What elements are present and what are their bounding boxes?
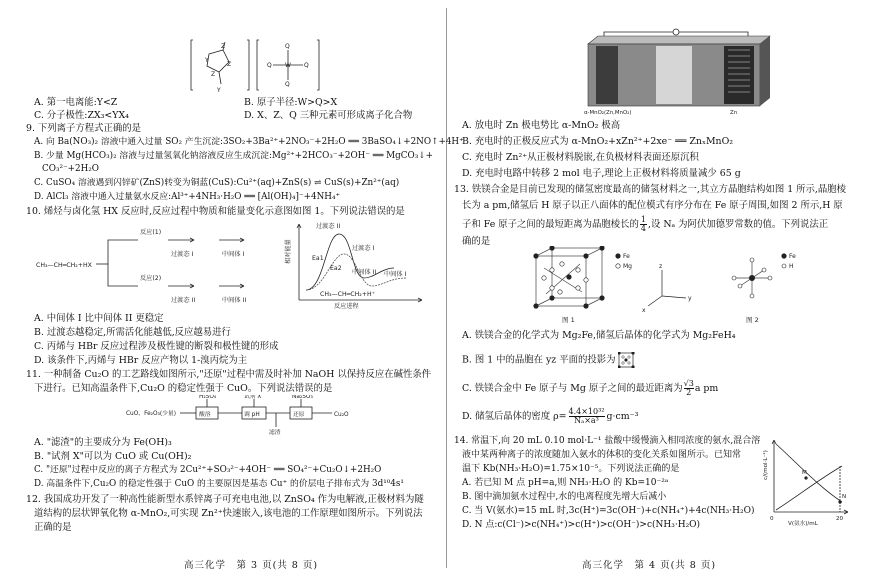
q13-fig1-label: 图 1	[562, 316, 575, 324]
q13-option-d	[462, 408, 638, 425]
q11-step-acid: 酸溶	[199, 412, 211, 418]
q12-stem-line2: 道结构的层状钾氧化物 α-MnO₂,可实现 Zn²⁺快速嵌入,该电池的工作原理如图所示。下列说法	[34, 508, 423, 519]
q8-option-b: B. 原子半径:W>Q>X	[244, 97, 338, 108]
q10-ts1-label: 过渡态 I	[171, 251, 194, 258]
q11-flowchart	[126, 395, 366, 435]
q13-option-c-unit: a pm	[694, 383, 719, 394]
q8-option-a: A. 第一电离能:Y<Z	[34, 97, 118, 108]
q11-option-c: C. "还原"过程中反应的离子方程式为 2Cu²⁺+SO₃²⁻+4OH⁻ ══ SO₄²⁻+Cu₂O↓+2H₂O	[34, 465, 382, 475]
q14-stem-line1: 14. 常温下,向 20 mL 0.10 mol·L⁻¹ 盐酸中缓慢滴入相同浓度的氨水,混合溶	[454, 436, 761, 446]
q13-projection-icon	[618, 352, 644, 368]
q13-option-c-frac	[684, 380, 694, 397]
q9-option-b-line2: CO₃²⁻+2H₂O	[42, 164, 100, 174]
q13-option-d-text: D. 储氢后晶体的密度 ρ=	[462, 411, 567, 422]
svg-text:Z: Z	[227, 61, 232, 68]
page3-footer: 高三化学 第 3 页(共 8 页)	[184, 560, 319, 572]
q10-reactant: CH₃—CH═CH₂+HX	[36, 262, 92, 269]
q10-base-species: CH₃—CH═CH₂+H⁺	[320, 291, 375, 298]
q11-stem-line2: 下进行。已知高温条件下,Cu₂O 的稳定性强于 CuO。下列说法错误的是	[34, 383, 333, 394]
q13-option-c	[462, 380, 718, 397]
q14-option-a: A. 若已知 M 点 pH=a,则 NH₃·H₂O 的 Kb=10⁻²ᵃ	[462, 478, 669, 488]
q13-stem-line1: 13. 铁镁合金是目前已发现的储氢密度最高的储氢材料之一,其立方晶胞结构如图 1 所示,晶胞棱	[454, 184, 847, 195]
q10-option-d: D. 该条件下,丙烯与 HBr 反应产物以 1-溴丙烷为主	[34, 355, 248, 366]
q10-ea1: Ea1	[312, 255, 324, 262]
q13-fraction	[640, 216, 647, 233]
q13-legend-fe: Fe	[623, 253, 630, 260]
q13-legend-h: H	[789, 263, 794, 270]
q11-acid: H₂SO₄	[199, 395, 217, 400]
svg-text:Q: Q	[285, 81, 290, 88]
q13-fraction-den: 4	[640, 224, 646, 233]
q12-stem-line3: 正确的是	[34, 522, 72, 533]
q9-option-b-line1: B. 少量 Mg(HCO₃)₂ 溶液与过量氢氧化钠溶液反应生成沉淀:Mg²⁺+2HCO₃⁻+2OH⁻ ══ MgCO₃↓+	[34, 151, 434, 161]
q12-battery-figure	[584, 26, 774, 116]
q14-x20: 20	[836, 516, 844, 522]
q10-reaction2-label: 反应(2)	[140, 275, 162, 282]
q9-option-d: D. AlCl₃ 溶液中通入过量氨水反应:Al³⁺+4NH₃·H₂O ══ [Al(OH)₄]⁻+4NH₄⁺	[34, 192, 341, 202]
q10-ts2-energy: 过渡态 II	[316, 223, 341, 230]
q12-stem-line1: 12. 我国成功开发了一种高性能新型水系锌离子可充电电池,以 ZnSO₄ 作为电解液,正极材料为隧	[26, 494, 424, 505]
q10-ea2: Ea2	[330, 265, 342, 272]
q10-mid2-label: 中间体 II	[222, 297, 247, 304]
q13-crystal-figure	[522, 246, 822, 326]
q13-axis-z: z	[659, 263, 663, 270]
q10-reaction1-label: 反应(1)	[140, 229, 162, 236]
q8-structure-figure	[189, 36, 329, 96]
q12-option-b: B. 充电时的正极反应式为 α-MnO₂+xZn²⁺+2xe⁻ ══ ZnₓMnO₂	[462, 136, 734, 147]
left-column	[26, 0, 464, 578]
q13-option-b-text: B. 图 1 中的晶胞在 yz 平面的投影为	[462, 354, 616, 366]
svg-text:Y: Y	[217, 87, 221, 94]
q10-mid1-energy: 中间体 I	[384, 271, 407, 278]
svg-text:Q: Q	[267, 62, 272, 69]
q13-stem-line3	[462, 216, 828, 233]
q14-option-d: D. N 点:c(Cl⁻)>c(NH₄⁺)>c(H⁺)>c(OH⁻)>c(NH₃·H₂O)	[462, 520, 701, 530]
right-column	[454, 0, 854, 578]
q13-stem-line3-a: 子和 Fe 原子之间的最短距离为晶胞棱长的	[462, 219, 639, 230]
q13-stem-line3-b: ,设 Nₐ 为阿伏加德罗常数的值。下列说法正	[647, 219, 829, 230]
column-divider	[446, 8, 447, 568]
q13-axis-x: x	[642, 307, 646, 314]
svg-text:Q: Q	[285, 43, 290, 50]
q11-option-a: A. "滤渣"的主要成分为 Fe(OH)₃	[34, 437, 172, 448]
q14-option-b: B. 图中滴加氨水过程中,水的电离程度先增大后减小	[462, 492, 667, 502]
svg-text:Y: Y	[205, 57, 209, 64]
q10-mid1-label: 中间体 I	[222, 251, 245, 258]
q8-option-c: C. 分子极性:ZX₃<YX₄	[34, 110, 129, 121]
q11-stem-line1: 11. 一种制备 Cu₂O 的工艺路线如图所示,"还原"过程中需及时补加 NaOH 以保持反应在碱性条件	[26, 369, 432, 380]
q10-option-a: A. 中间体 I 比中间体 II 更稳定	[34, 313, 164, 324]
q10-mid2-energy: 中间体 II	[352, 269, 377, 276]
q13-option-a: A. 铁镁合金的化学式为 Mg₂Fe,储氢后晶体的化学式为 Mg₂FeH₄	[462, 330, 736, 341]
q13-option-c-num: √3	[683, 379, 694, 388]
q11-residue: 滤渣	[269, 430, 281, 435]
q14-x0: 0	[770, 516, 774, 522]
q13-option-d-frac	[569, 408, 605, 425]
svg-text:Q: Q	[304, 62, 309, 69]
q14-graph	[758, 436, 854, 526]
q13-option-d-num: 4.4×10³²	[568, 407, 605, 416]
q12-anode-label: Zn	[730, 110, 738, 116]
page4-footer: 高三化学 第 4 页(共 8 页)	[582, 560, 717, 572]
q11-option-d: D. 高温条件下,Cu₂O 的稳定性强于 CuO 的主要原因是基态 Cu⁺ 的价层电子排布式为 3d¹⁰4s¹	[34, 479, 404, 489]
q12-cathode-label: α-MnO₂(Zn,MnO₂)	[584, 110, 632, 116]
q8-option-d: D. X、Z、Q 三种元素可形成离子化合物	[244, 110, 413, 121]
q11-reagent: 试剂 X	[244, 395, 262, 400]
q13-fig2-label: 图 2	[746, 316, 759, 324]
q10-energy-axis: 相对能量	[285, 239, 292, 264]
q11-na2so3: Na₂SO₃	[292, 395, 313, 400]
q12-option-a: A. 放电时 Zn 极电势比 α-MnO₂ 极高	[462, 120, 621, 131]
q12-option-d: D. 充电时电路中转移 2 mol 电子,理论上正极材料将质量减少 65 g	[462, 168, 741, 179]
q13-stem-line4: 确的是	[462, 236, 491, 247]
q13-option-d-unit: g·cm⁻³	[606, 411, 639, 422]
q10-reaction-figure	[34, 220, 426, 310]
q13-option-c-den: 2	[686, 388, 692, 397]
svg-text:W: W	[285, 62, 291, 69]
q11-option-b: B. "试剂 X"可以为 CuO 或 Cu(OH)₂	[34, 451, 192, 462]
q10-option-c: C. 丙烯与 HBr 反应过程涉及极性键的断裂和极性键的形成	[34, 341, 279, 352]
q14-stem-line3: 温下 Kb(NH₃·H₂O)=1.75×10⁻⁵。下列说法正确的是	[462, 464, 680, 474]
q14-point-m: M	[802, 470, 807, 476]
q10-stem: 10. 烯烃与卤化氢 HX 反应时,反应过程中物质和能量变化示意图如图 1。下列说法错误的是	[26, 206, 405, 217]
q14-stem-line2: 液中某两种离子的浓度随加入氨水的体积的变化关系如图所示。已知常	[462, 450, 742, 460]
q13-option-c-text: C. 铁镁合金中 Fe 原子与 Mg 原子之间的最近距离为	[462, 383, 683, 394]
q13-option-d-den: Nₐ×a³	[574, 416, 599, 425]
q14-option-c: C. 当 V(氨水)=15 mL 时,3c(H⁺)=3c(OH⁻)+c(NH₄⁺)+4c(NH₃·H₂O)	[462, 506, 755, 516]
q11-feed: CuO、Fe₂O₃(少量)	[126, 411, 176, 417]
q9-option-a: A. 向 Ba(NO₃)₂ 溶液中通入过量 SO₂ 产生沉淀:3SO₂+3Ba²⁺+2NO₃⁻+2H₂O ══ 3BaSO₄↓+2NO↑+4H⁺	[34, 137, 464, 147]
q12-option-c: C. 充电时 Zn²⁺从正极材料脱嵌,在负极材料表面还原沉积	[462, 152, 699, 163]
q13-legend-fe2: Fe	[789, 253, 796, 260]
q14-ylabel: c/(mol·L⁻¹)	[763, 450, 769, 480]
q10-option-b: B. 过渡态越稳定,所需活化能越低,反应越易进行	[34, 327, 231, 338]
q13-fraction-num: 1	[640, 215, 646, 224]
q14-point-n: N	[842, 494, 847, 500]
svg-text:Z: Z	[221, 43, 226, 50]
q14-xlabel: V(氨水)/mL	[788, 521, 818, 526]
q10-ts2-label: 过渡态 II	[171, 297, 196, 304]
q11-step-ph: 调 pH	[244, 412, 260, 418]
q11-step-reduce: 还原	[293, 412, 305, 418]
q13-stem-line2: 长为 a pm,储氢后 H 原子以正八面体的配位模式有序分布在 Fe 原子周围,如图 2 所示,H 原	[462, 200, 843, 211]
q9-option-c: C. CuSO₄ 溶液遇到闪锌矿(ZnS)转变为铜蓝(CuS):Cu²⁺(aq)+ZnS(s) ⇌ CuS(s)+Zn²⁺(aq)	[34, 178, 400, 188]
q9-stem: 9. 下列离子方程式正确的是	[26, 123, 142, 134]
q10-ts1-energy: 过渡态 I	[352, 245, 375, 252]
q10-progress-axis: 反应进程	[334, 303, 359, 310]
q13-legend-mg: Mg	[623, 263, 632, 270]
q13-option-b	[462, 352, 644, 368]
q11-product: Cu₂O	[334, 412, 349, 418]
svg-text:Z: Z	[211, 71, 216, 78]
q13-axis-y: y	[688, 295, 692, 302]
